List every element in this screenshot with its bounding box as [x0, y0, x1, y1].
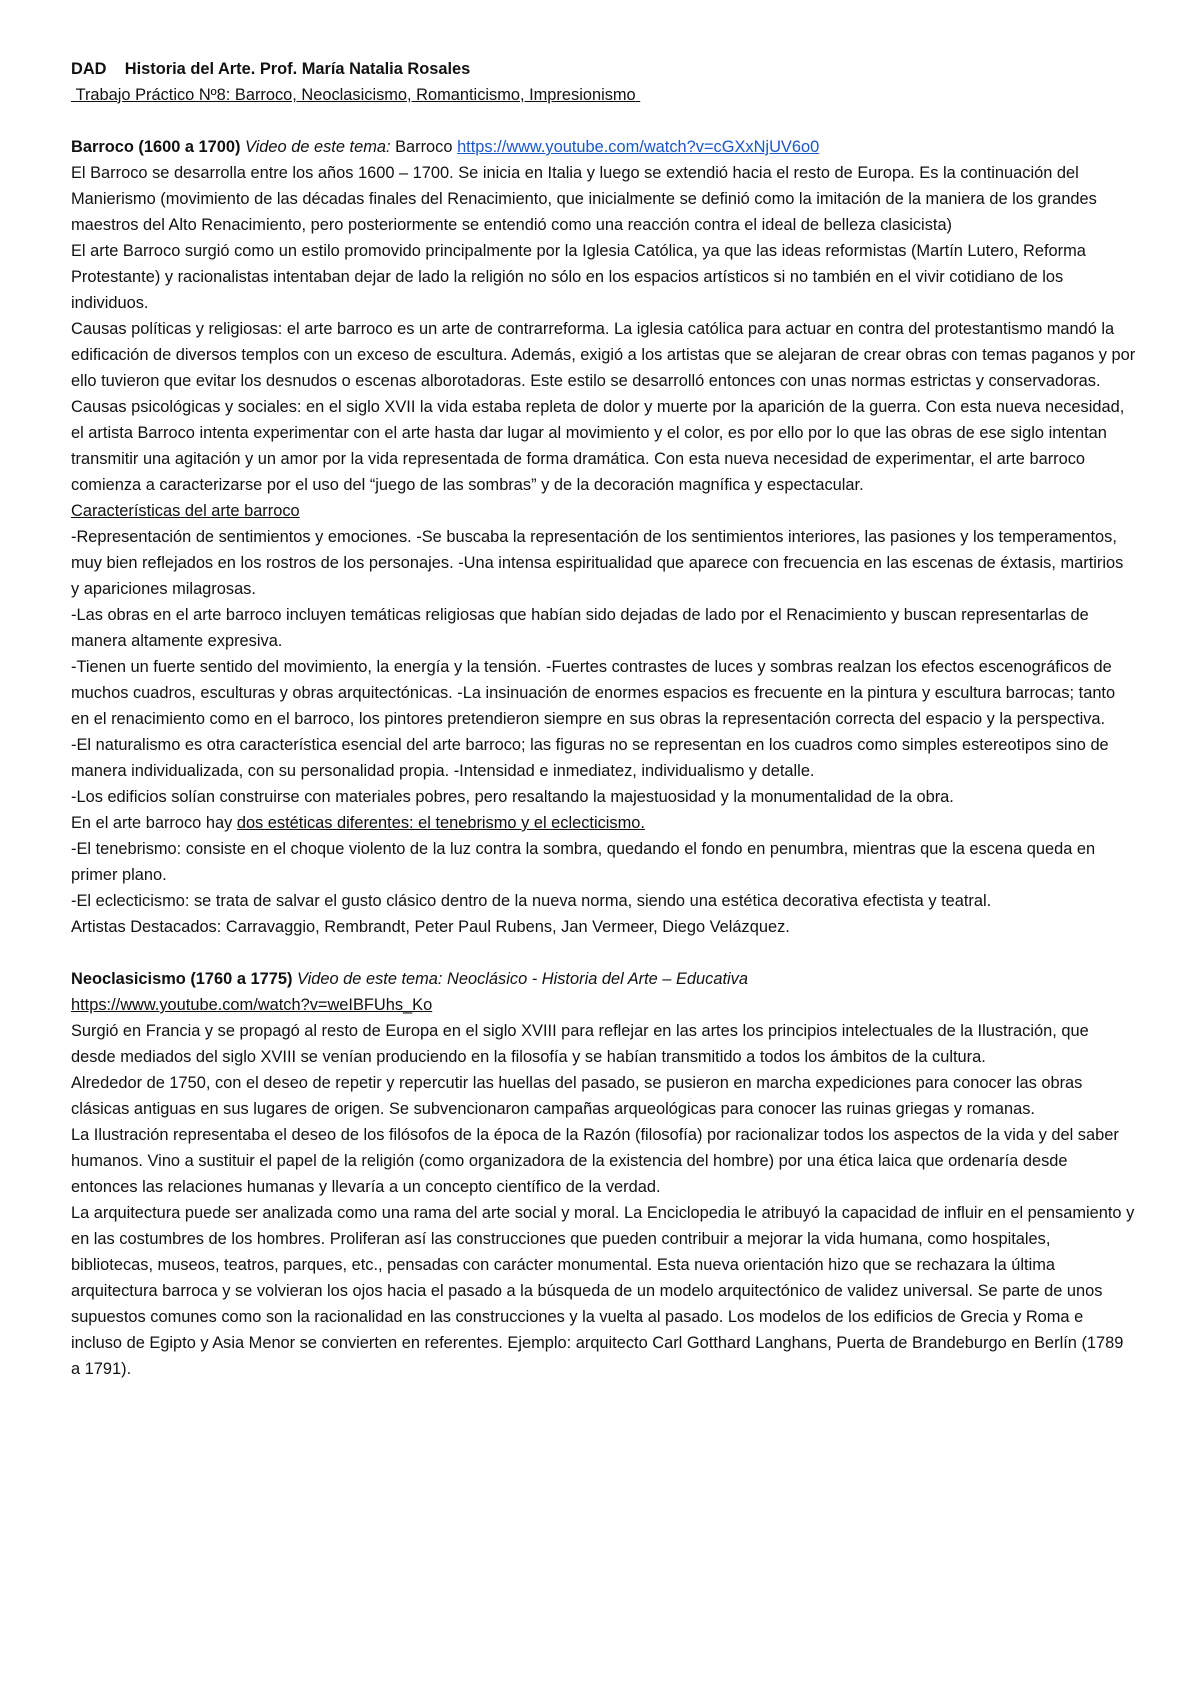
neoclasicismo-heading-line: [71, 966, 1136, 992]
barroco-paragraph: Causas políticas y religiosas: el arte barroco es un arte de contrarreforma. La iglesia católica para actuar en contra del protestantismo mandó la edificación de diversos templos con un exceso de escultura. Además, exigió a los artistas que se alejaran de crear obras con temas paganos y por ello tuvieron que evitar los desnudos o escenas alborotadoras. Este estilo se desarrolló entonces con unas normas estrictas y conservadoras.: [71, 320, 1136, 390]
barroco-paragraph: Causas psicológicas y sociales: en el siglo XVII la vida estaba repleta de dolor y muerte por la aparición de la guerra. Con esta nueva necesidad, el artista Barroco intenta experimentar con el arte hasta dar lugar al movimiento y el color, es por ello por lo que las obras de ese siglo intentan transmitir una agitación y un amor por la vida representada de forma dramática. Con esta nueva necesidad de experimentar, el arte barroco comienza a caracterizarse por el uso del “juego de las sombras” y de la decoración magnífica y espectacular.: [71, 398, 1125, 494]
barroco-video-title: Barroco: [395, 138, 453, 156]
characteristic-item: -Tienen un fuerte sentido del movimiento, la energía y la tensión. -Fuertes contrastes de luces y sombras realzan los efectos escenográficos de muchos cuadros, esculturas y obras arquitectónicas. -La insinuación de enormes espacios es frecuente en la pintura y escultura barrocas; tanto en el renacimiento como en el barroco, los pintores pretendieron siempre en sus obras la representación correcta del espacio y la perspectiva.: [71, 658, 1116, 728]
featured-artists: Artistas Destacados: Carravaggio, Rembrandt, Peter Paul Rubens, Jan Vermeer, Diego Velázquez.: [71, 918, 790, 936]
barroco-video-link[interactable]: https://www.youtube.com/watch?v=cGXxNjUV6o0: [457, 138, 820, 156]
document-header: [71, 56, 1136, 82]
barroco-heading-line: [71, 134, 1136, 160]
characteristics-title: Características del arte barroco: [71, 502, 300, 520]
course-title: Historia del Arte. Prof. María Natalia Rosales: [124, 60, 471, 78]
section-barroco: [71, 134, 1136, 940]
neoclasicismo-heading: Neoclasicismo (1760 a 1775): [71, 970, 293, 988]
neoclasicismo-link-line: [71, 992, 1136, 1018]
barroco-video-label: Video de este tema:: [245, 138, 391, 156]
barroco-heading: Barroco (1600 a 1700): [71, 138, 241, 156]
section-neoclasicismo: [71, 966, 1136, 1382]
barroco-paragraph: El arte Barroco surgió como un estilo promovido principalmente por la Iglesia Católica, ya que las ideas reformistas (Martín Lutero, Reforma Protestante) y racionalistas intentaban dejar de lado la religión no sólo en los espacios artísticos si no también en el vivir cotidiano de los individuos.: [71, 242, 1086, 312]
aesthetic-item: -El eclecticismo: se trata de salvar el gusto clásico dentro de la nueva norma, siendo una estética decorativa efectista y teatral.: [71, 892, 992, 910]
neoclasicismo-paragraph: La arquitectura puede ser analizada como una rama del arte social y moral. La Enciclopedia le atribuyó la capacidad de influir en el pensamiento y en las costumbres de los hombres. Proliferan así las construcciones que pueden contribuir a mejorar la vida humana, como hospitales, bibliotecas, museos, teatros, parques, etc., pensadas con carácter monumental. Esta nueva orientación hizo que se rechazara la última arquitectura barroca y se volvieran los ojos hacia el pasado a la búsqueda de un modelo arquitectónico de validez universal. Se parte de unos supuestos comunes como son la racionalidad en las construcciones y la vuelta al pasado. Los modelos de los edificios de Grecia y Roma e incluso de Egipto y Asia Menor se convierten en referentes. Ejemplo: arquitecto Carl Gotthard Langhans, Puerta de Brandeburgo en Berlín (1789 a 1791).: [71, 1204, 1135, 1378]
barroco-paragraph: El Barroco se desarrolla entre los años 1600 – 1700. Se inicia en Italia y luego se extendió hacia el resto de Europa. Es la continuación del Manierismo (movimiento de las décadas finales del Renacimiento, que inicialmente se definió como la imitación de la maniera de los grandes maestros del Alto Renacimiento, pero posteriormente se entendió como una reacción contra el ideal de belleza clasicista): [71, 164, 1097, 234]
aesthetic-item: -El tenebrismo: consiste en el choque violento de la luz contra la sombra, quedando el fondo en penumbra, mientras que la escena queda en primer plano.: [71, 840, 1096, 884]
neoclasicismo-video-label: Video de este tema: Neoclásico - Historia del Arte – Educativa: [296, 970, 748, 988]
characteristic-item: -Las obras en el arte barroco incluyen temáticas religiosas que habían sido dejadas de lado por el Renacimiento y buscan representarlas de manera altamente expresiva.: [71, 606, 1089, 650]
characteristic-item: -Los edificios solían construirse con materiales pobres, pero resaltando la majestuosidad y la monumentalidad de la obra.: [71, 788, 954, 806]
org-name: DAD: [71, 60, 107, 78]
neoclasicismo-paragraph: Alrededor de 1750, con el deseo de repetir y repercutir las huellas del pasado, se pusieron en marcha expediciones para conocer las obras clásicas antiguas en sus lugares de origen. Se subvencionaron campañas arqueológicas para conocer las ruinas griegas y romanas.: [71, 1074, 1083, 1118]
neoclasicismo-video-link[interactable]: https://www.youtube.com/watch?v=weIBFUhs_Ko: [71, 996, 433, 1014]
neoclasicismo-paragraph: Surgió en Francia y se propagó al resto de Europa en el siglo XVIII para reflejar en las artes los principios intelectuales de la Ilustración, que desde mediados del siglo XVIII se venían produciendo en la filosofía y se habían transmitido a todos los ámbitos de la cultura.: [71, 1022, 1089, 1066]
neoclasicismo-paragraph: La Ilustración representaba el deseo de los filósofos de la época de la Razón (filosofía) por racionalizar todos los aspectos de la vida y del saber humanos. Vino a sustituir el papel de la religión (como organizadora de la existencia del hombre) por una ética laica que ordenaría desde entonces las relaciones humanas y llevaría a un concepto científico de la verdad.: [71, 1126, 1119, 1196]
characteristic-item: -Representación de sentimientos y emociones. -Se buscaba la representación de los sentimientos interiores, las pasiones y los temperamentos, muy bien reflejados en los rostros de los personajes. -Una intensa espiritualidad que aparece con frecuencia en las escenas de éxtasis, martirios y apariciones milagrosas.: [71, 528, 1124, 598]
aesthetics-line: [71, 810, 1136, 836]
spacer: [71, 108, 1136, 134]
spacer: [71, 940, 1136, 966]
assignment-subtitle: Trabajo Práctico Nº8: Barroco, Neoclasicismo, Romanticismo, Impresionismo: [75, 86, 636, 104]
aesthetics-underlined: dos estéticas diferentes: el tenebrismo y el eclecticismo.: [236, 814, 645, 832]
aesthetics-intro: En el arte barroco hay: [71, 814, 237, 832]
characteristic-item: -El naturalismo es otra característica esencial del arte barroco; las figuras no se representan en los cuadros como simples estereotipos sino de manera individualizada, con su personalidad propia. -Intensidad e inmediatez, individualismo y detalle.: [71, 736, 1109, 780]
